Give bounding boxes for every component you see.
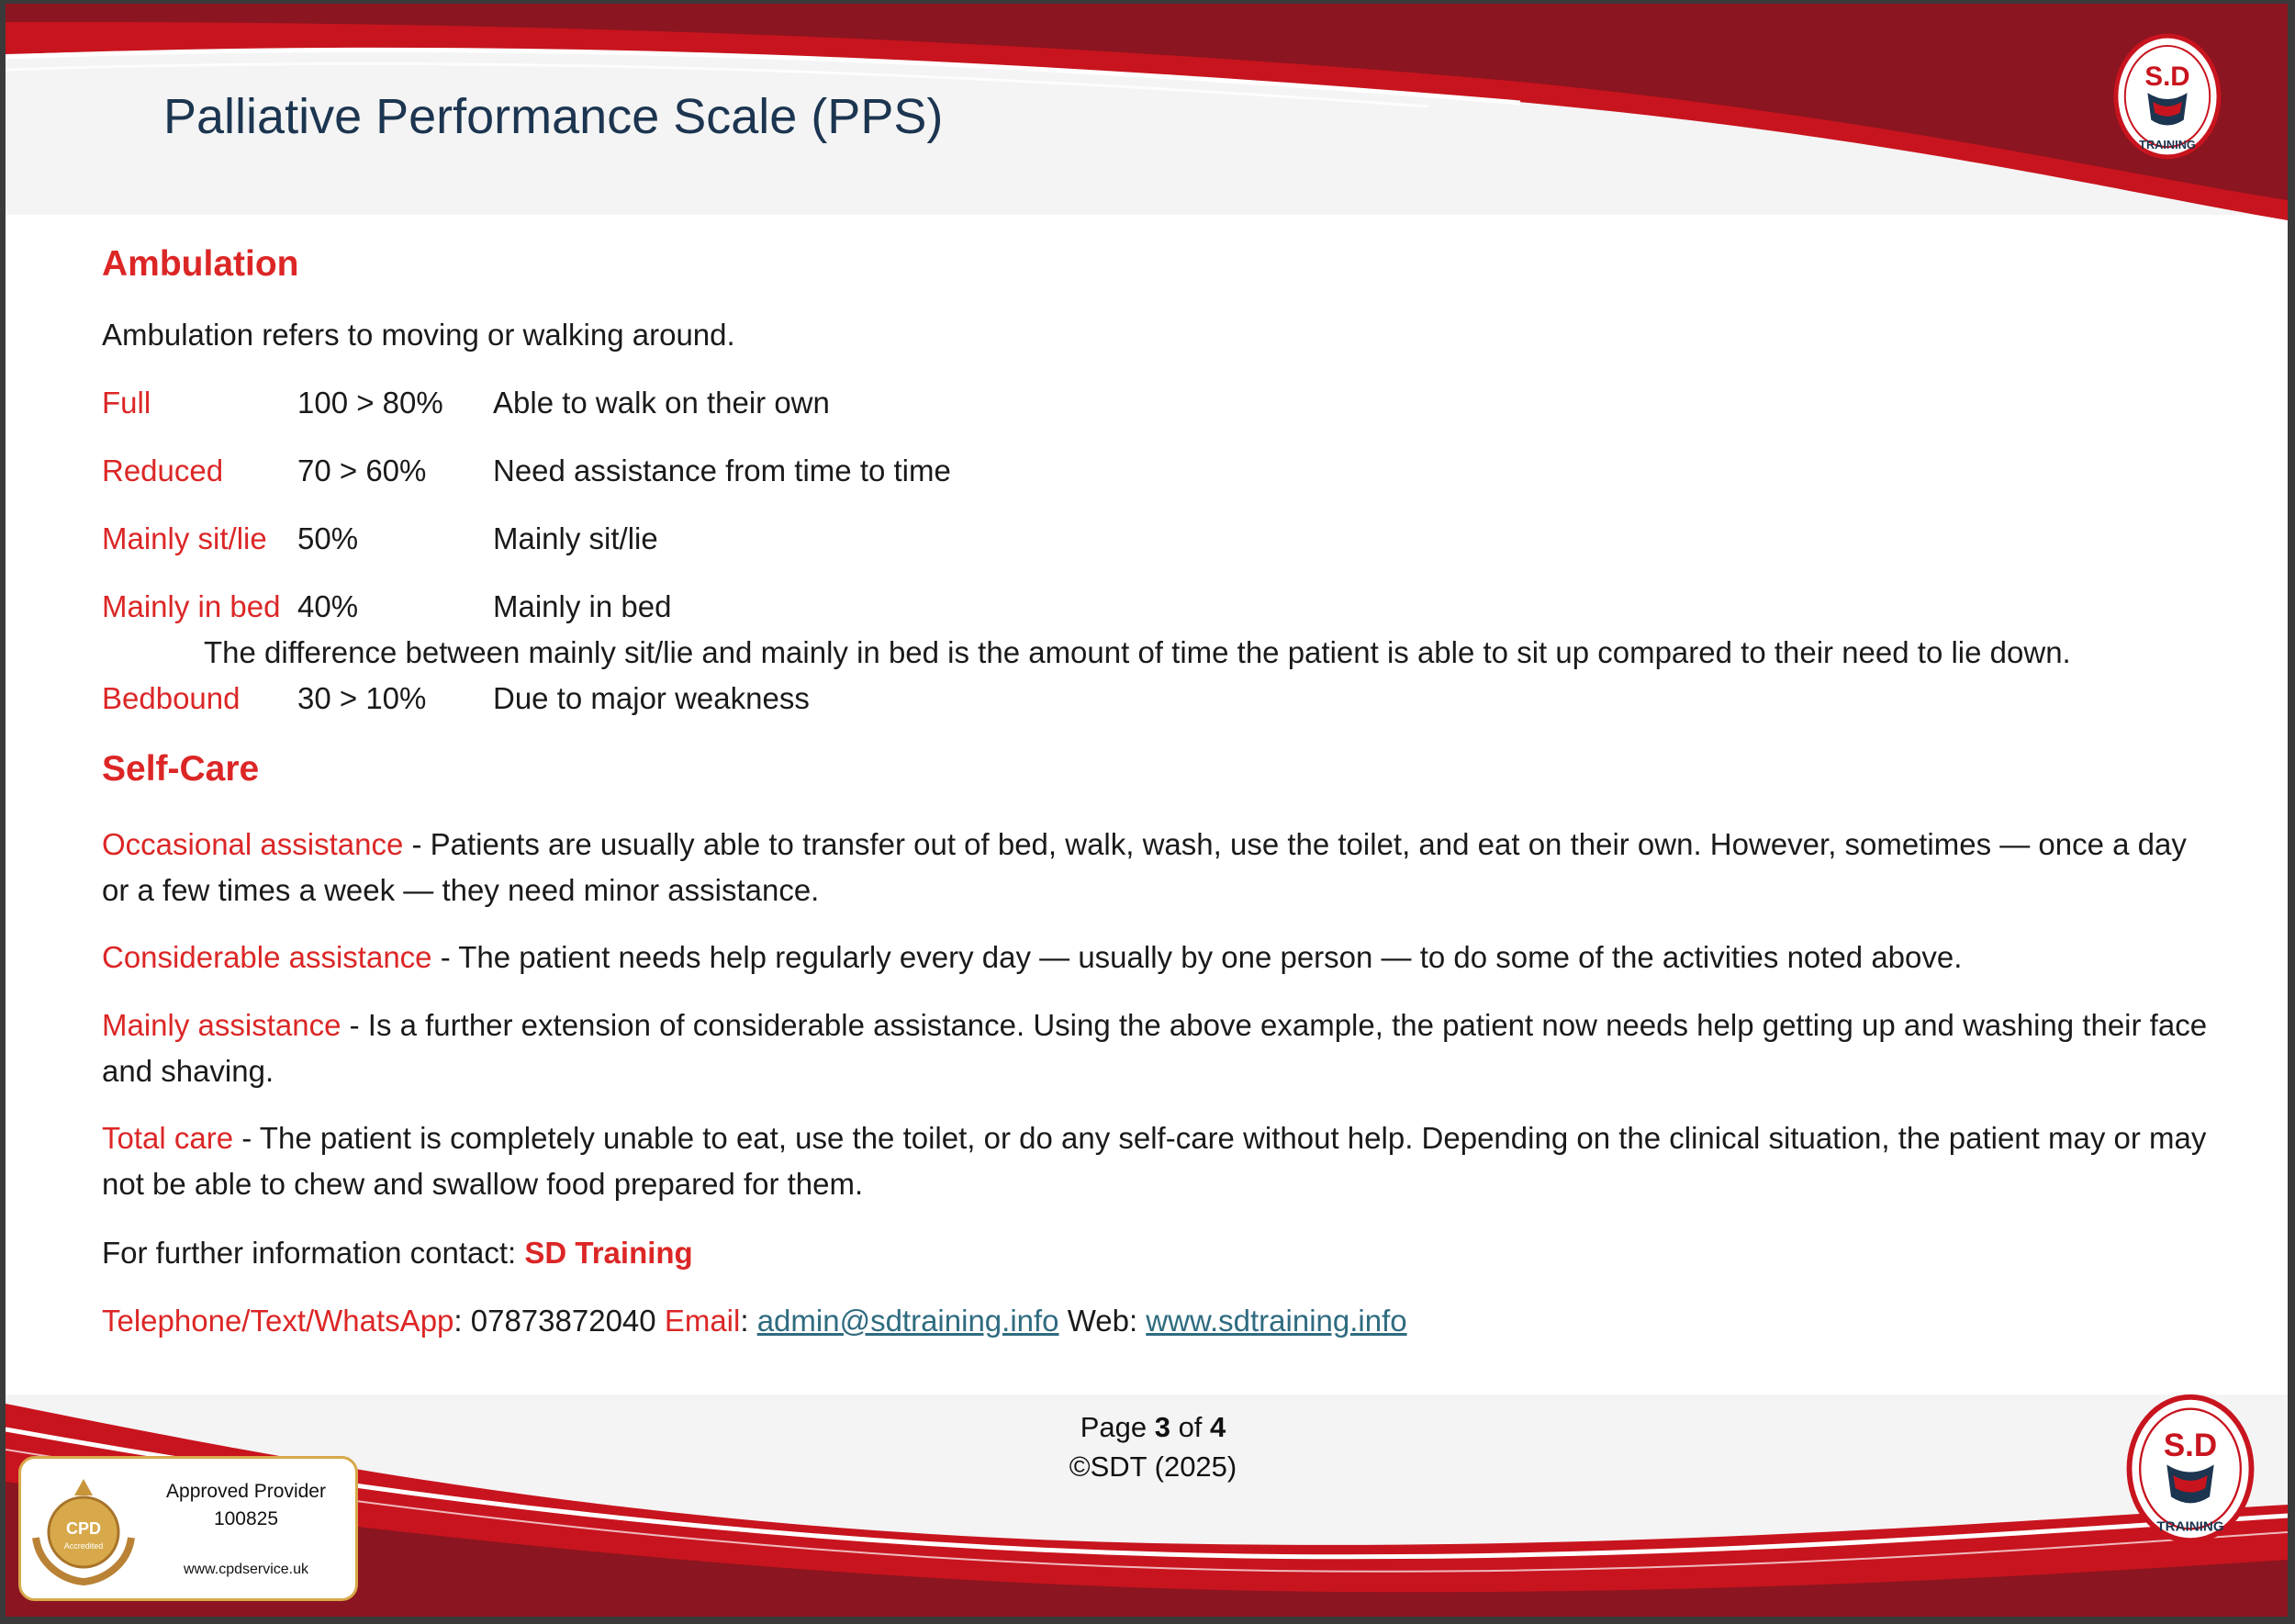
self-care-term: Occasional assistance: [102, 827, 404, 861]
cpd-url: www.cpdservice.uk: [183, 1562, 309, 1577]
email-label: Email: [664, 1304, 741, 1338]
level-range: 70 > 60%: [297, 454, 427, 487]
self-care-term: Mainly assistance: [102, 1008, 341, 1042]
page-total: 4: [1210, 1411, 1226, 1443]
level-description: Need assistance from time to time: [493, 454, 951, 487]
level-label: Reduced: [102, 454, 224, 487]
contact-details: Telephone/Text/WhatsApp: 07873872040 Email: admin@sdtraining.info Web: www.sdtraining.info: [102, 1304, 1407, 1338]
level-description: Mainly in bed: [493, 589, 672, 623]
level-range: 30 > 10%: [297, 681, 427, 715]
self-care-term: Total care: [102, 1121, 234, 1155]
contact-prefix: For further information contact:: [102, 1236, 525, 1270]
level-label: Full: [102, 386, 151, 420]
level-range: 40%: [297, 589, 359, 623]
web-link[interactable]: www.sdtraining.info: [1146, 1304, 1407, 1338]
self-care-heading: Self-Care: [102, 749, 260, 789]
ambulation-intro: Ambulation refers to moving or walking around.: [102, 318, 735, 352]
page-of: of: [1170, 1411, 1211, 1443]
ambulation-note: The difference between mainly sit/lie and mainly in bed is the amount of time the patient is able to sit up compared to their need to lie down.: [204, 635, 2071, 669]
copyright: ©SDT (2025): [1069, 1450, 1237, 1483]
level-description: Able to walk on their own: [493, 386, 830, 420]
page-number: [988, 1411, 1318, 1444]
level-description: Due to major weakness: [493, 681, 810, 715]
self-care-text: - The patient is completely unable to eat, use the toilet, or do any self-care without help. Depending on the clinical situation, the patient may or may not be able to chew and swallow food prepared for them.: [102, 1121, 2207, 1201]
self-care-text: - Patients are usually able to transfer out of bed, walk, wash, use the toilet, and eat on their own. However, sometimes — once a day or a few times a week — they need minor assistance.: [102, 827, 2187, 907]
self-care-item: [102, 1115, 2213, 1207]
self-care-text: - Is a further extension of considerable assistance. Using the above example, the patient now needs help getting up and washing their face and shaving.: [102, 1008, 2208, 1088]
cpd-seal-icon: [27, 1466, 140, 1591]
level-label: Mainly sit/lie: [102, 521, 267, 555]
page-word: Page: [1080, 1411, 1155, 1443]
cpd-line1: Approved Provider: [166, 1481, 326, 1502]
self-care-term: Considerable assistance: [102, 940, 432, 974]
email-link[interactable]: admin@sdtraining.info: [756, 1304, 1059, 1338]
cpd-badge: [18, 1456, 358, 1601]
level-range: 100 > 80%: [297, 386, 443, 420]
level-description: Mainly sit/lie: [493, 521, 658, 555]
self-care-item: [102, 1002, 2213, 1094]
logo-ring-text: TRAINING: [2139, 138, 2196, 152]
logo-text: S.D: [2144, 62, 2190, 93]
contact-line: [102, 1236, 693, 1271]
level-range: 50%: [297, 521, 359, 555]
phone-label: Telephone/Text/WhatsApp: [102, 1304, 454, 1338]
sd-training-logo-bottom: [2126, 1392, 2255, 1546]
ambulation-heading: Ambulation: [102, 244, 299, 284]
contact-org: SD Training: [524, 1236, 693, 1270]
cpd-seal-sub: Accredited: [63, 1541, 104, 1551]
self-care-item: [102, 935, 2213, 980]
logo-ring-text: TRAINING: [2156, 1518, 2224, 1535]
page-title: Palliative Performance Scale (PPS): [163, 89, 944, 144]
document-page: [6, 4, 2288, 1617]
web-label: Web:: [1067, 1304, 1147, 1338]
level-label: Mainly in bed: [102, 589, 281, 623]
cpd-seal-text: CPD: [65, 1519, 102, 1538]
level-label: Bedbound: [102, 681, 241, 715]
sd-training-logo-top: [2113, 33, 2222, 160]
cpd-line2: 100825: [213, 1508, 279, 1529]
self-care-text: - The patient needs help regularly every day — usually by one person — to do some of the activities noted above.: [431, 940, 1963, 974]
self-care-item: [102, 822, 2213, 913]
page-current: 3: [1154, 1411, 1170, 1443]
logo-text: S.D: [2163, 1428, 2218, 1463]
phone-number: 07873872040: [470, 1304, 656, 1338]
